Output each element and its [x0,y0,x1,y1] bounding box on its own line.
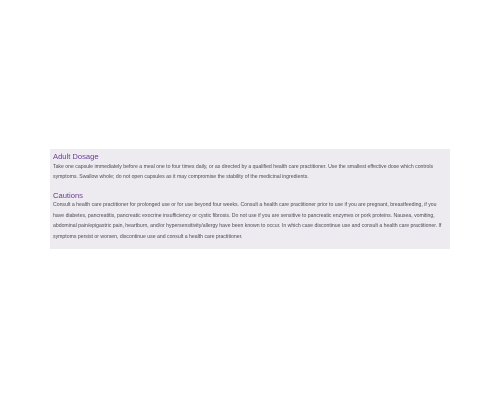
cautions-heading: Cautions [53,190,83,200]
product-info-panel [50,149,450,249]
cautions-text: Consult a health care practitioner for prolonged use or for use beyond four weeks. Consult a health care practitioner prior to use if you are pregnant, breastfeeding, if you have diabetes, pancreatitis, pancreatic exocrine insufficiency or cystic fibrosis. Do not use if you are sensitive to pancreatic enzymes or pork proteins. Nausea, vomiting, abdominal pain/epigastric pain, heartburn, and/or hypersensitivity/allergy have been known to occur. In which case discontinue use and consult a health care practitioner. If symptoms persist or worsen, discontinue use and consult a health care practitioner. [53,202,442,240]
adult-dosage-text: Take one capsule immediately before a meal one to four times daily, or as directed by a qualified health care practitioner. Use the smallest effective dose which controls symptoms. Swallow whole; do not open capsules as it may compromise the stability of the medicinal ingredients. [53,163,434,181]
adult-dosage-heading: Adult Dosage [53,152,99,161]
